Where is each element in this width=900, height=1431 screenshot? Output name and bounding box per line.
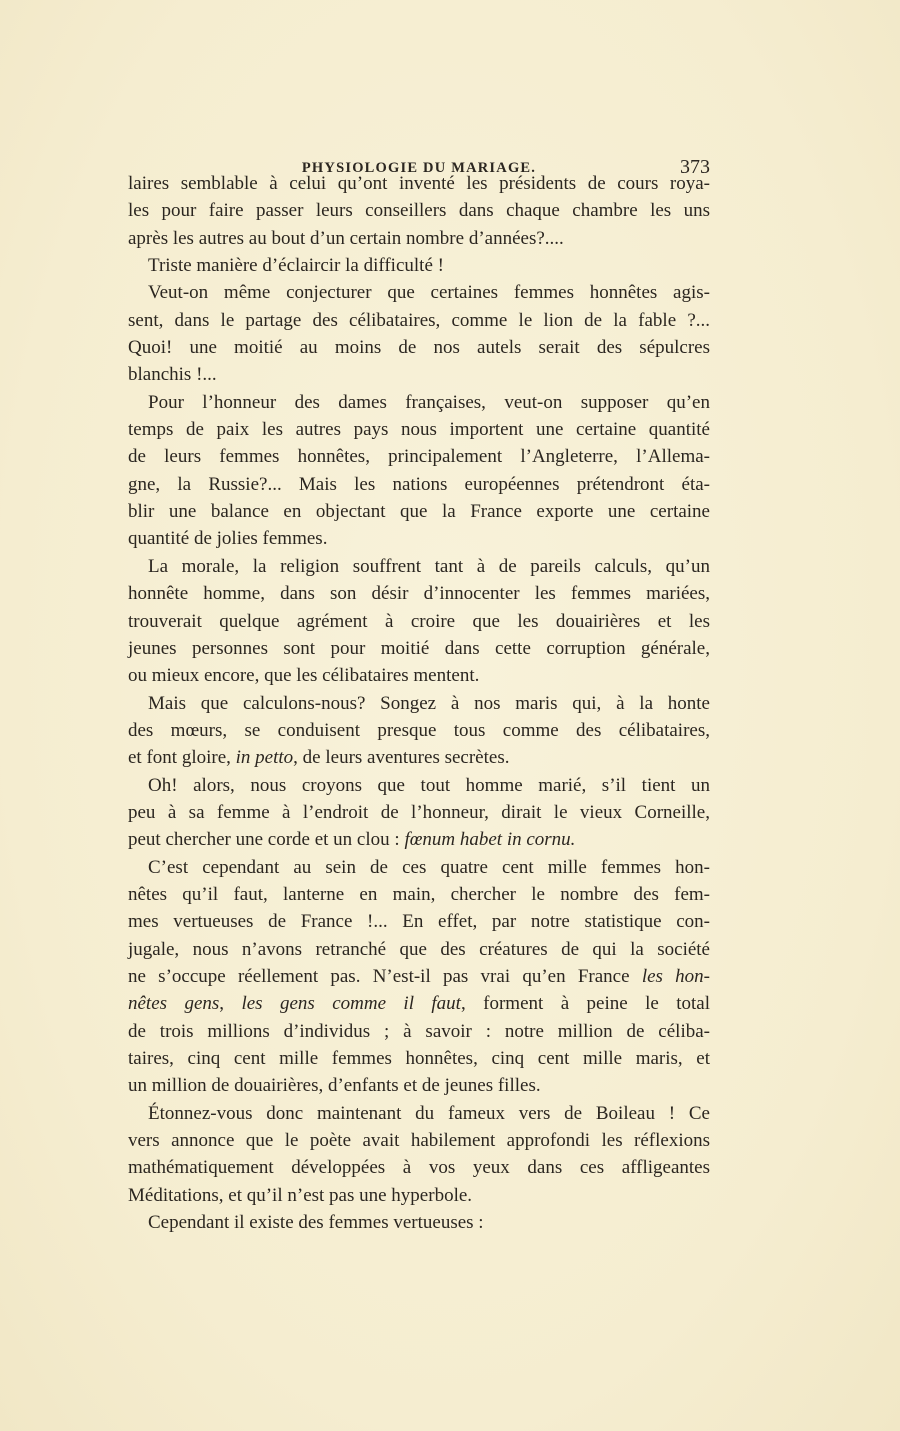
text-line [128,1018,710,1045]
text-segment: Triste manière d’éclaircir la difficulté ! [148,255,444,277]
text-segment: honnête homme, dans son désir d’innocenter les femmes mariées, [128,583,710,605]
text-segment: Pour l’honneur des dames françaises, veut-on supposer qu’en [148,391,710,413]
text-segment: gne, la Russie?... Mais les nations européennes prétendront éta- [128,473,710,495]
text-line [128,334,710,361]
text-line [128,690,710,717]
text-segment: , de leurs aventures secrètes. [293,747,510,769]
text-segment: après les autres au bout d’un certain nombre d’années?.... [128,227,564,249]
text-segment: ne s’occupe réellement pas. N’est-il pas vrai qu’en France [128,965,642,987]
text-segment: peu à sa femme à l’endroit de l’honneur, dirait le vieux Corneille, [128,801,710,823]
italic-text-segment: in petto [235,747,294,769]
text-line [128,170,710,197]
text-line [128,635,710,662]
text-segment: vers annonce que le poète avait habilement approfondi les réflexions [128,1130,710,1152]
text-line [128,443,710,470]
text-line [128,744,710,771]
body-text [128,170,710,1236]
text-line [128,553,710,580]
text-line [128,307,710,334]
text-segment: un million de douairières, d’enfants et de jeunes filles. [128,1075,541,1097]
text-line [128,1072,710,1099]
text-line [128,990,710,1017]
text-line [128,1100,710,1127]
text-line [128,963,710,990]
text-segment: les pour faire passer leurs conseillers dans chaque chambre les uns [128,200,710,222]
text-line [128,1045,710,1072]
text-line [128,1182,710,1209]
text-segment: trouverait quelque agrément à croire que les douairières et les [128,610,710,632]
text-line [128,525,710,552]
running-head-title: PHYSIOLOGIE DU MARIAGE. [301,160,537,176]
text-segment: nêtes qu’il faut, lanterne en main, chercher le nombre des fem- [128,883,710,905]
text-segment: sent, dans le partage des célibataires, comme le lion de la fable ?... [128,309,710,331]
text-segment: quantité de jolies femmes. [128,528,328,550]
text-segment: Oh! alors, nous croyons que tout homme marié, s’il tient un [148,774,710,796]
text-line [128,881,710,908]
text-line [128,279,710,306]
text-segment: Quoi! une moitié au moins de nos autels serait des sépulcres [128,337,710,359]
text-line [128,498,710,525]
text-segment: , [219,993,242,1015]
page-number: 373 [680,156,710,178]
italic-text-segment: les gens comme il faut [241,993,461,1015]
text-line [128,416,710,443]
text-segment: blir une balance en objectant que la France exporte une certaine [128,501,710,523]
text-segment: blanchis !... [128,364,217,386]
text-segment: de leurs femmes honnêtes, principalement l’Angleterre, l’Allema- [128,446,710,468]
text-line [128,1127,710,1154]
text-segment: taires, cinq cent mille femmes honnêtes, cinq cent mille maris, et [128,1048,710,1069]
text-line [128,361,710,388]
text-line [128,772,710,799]
text-segment: des mœurs, se conduisent presque tous comme des célibataires, [128,719,710,741]
text-line [128,799,710,826]
text-line [128,580,710,607]
text-segment: Étonnez-vous donc maintenant du fameux vers de Boileau ! Ce [148,1102,710,1124]
text-line [128,197,710,224]
text-line [128,389,710,416]
text-line [128,608,710,635]
text-segment: Veut-on même conjecturer que certaines femmes honnêtes agis- [148,282,710,304]
text-line [128,908,710,935]
text-segment: Méditations, et qu’il n’est pas une hyperbole. [128,1184,473,1206]
text-segment: jeunes personnes sont pour moitié dans cette corruption générale, [128,637,710,659]
text-segment: mathématiquement développées à vos yeux dans ces affligeantes [128,1157,710,1179]
text-line [128,225,710,252]
text-segment: temps de paix les autres pays nous importent une certaine quantité [128,419,710,441]
text-line [128,1154,710,1181]
text-segment: et font gloire, [128,747,236,769]
text-segment: mes vertueuses de France !... En effet, par notre statistique con- [128,911,710,933]
text-segment: C’est cependant au sein de ces quatre cent mille femmes hon- [148,856,710,878]
text-segment: de trois millions d’individus ; à savoir : notre million de céliba- [128,1020,710,1042]
text-segment: La morale, la religion souffrent tant à de pareils calculs, qu’un [148,555,710,577]
text-segment: jugale, nous n’avons retranché que des créatures de qui la société [128,938,710,960]
text-line [128,1209,710,1236]
text-segment: peut chercher une corde et un clou : [128,829,405,851]
text-line [128,936,710,963]
text-line [128,662,710,689]
text-segment: , forment à peine le total [460,993,710,1015]
text-segment: ou mieux encore, que les célibataires mentent. [128,665,480,687]
italic-text-segment: fœnum habet in cornu. [404,829,576,851]
italic-text-segment: nêtes gens [128,993,220,1015]
text-segment: laires semblable à celui qu’ont inventé les présidents de cours roya- [128,173,710,194]
text-line [128,826,710,853]
text-segment: Cependant il existe des femmes vertueuses : [148,1212,484,1234]
text-segment: Mais que calculons-nous? Songez à nos maris qui, à la honte [148,692,710,714]
text-line [128,717,710,744]
text-line [128,471,710,498]
text-line [128,252,710,279]
text-line [128,854,710,881]
italic-text-segment: les hon- [641,965,710,987]
